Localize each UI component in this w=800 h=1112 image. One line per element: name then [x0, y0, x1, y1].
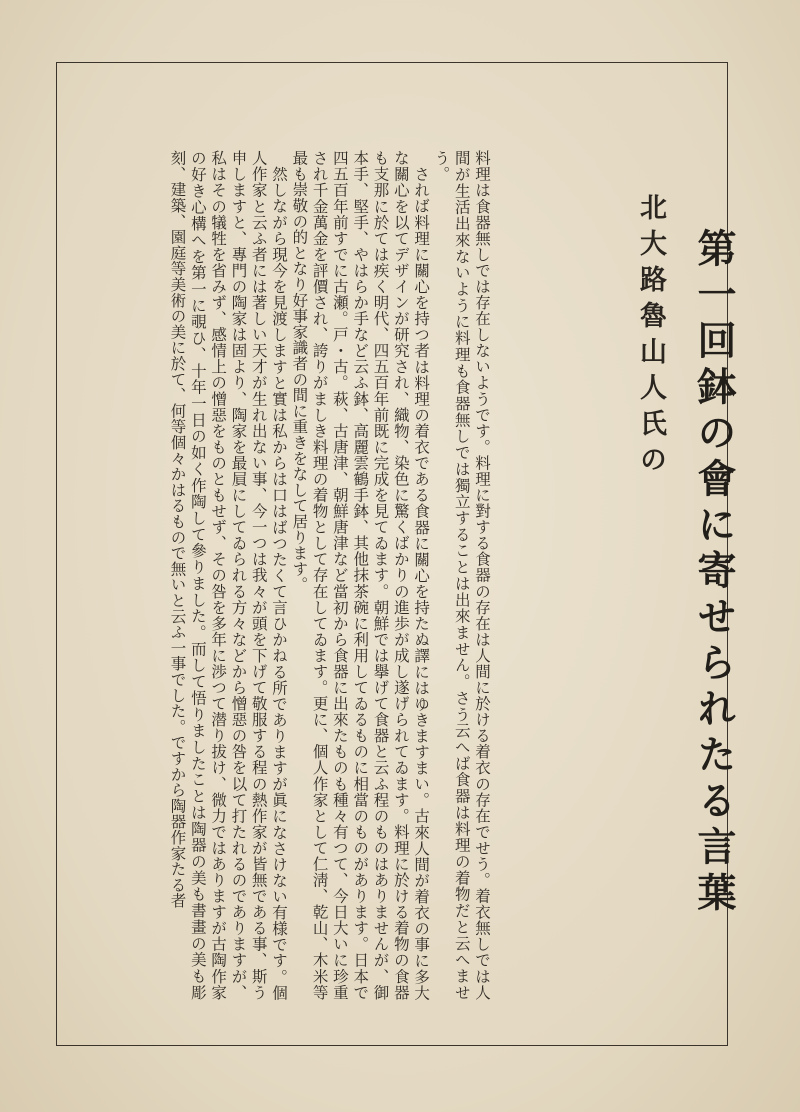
article-title: 第一回鉢の會に寄せられたる言葉 — [691, 228, 737, 918]
paragraph-3: 然しながら現今を見渡しますと實は私からは口はばつたくて言ひかねる所でありますが眞になさけない有様です。個人作家と云ふ者には著しい天才が生れ出ない事、今一つは我々が頭を下げて敬服する程の熱作家が皆無である事、斯う申しますと、專門の陶家は固より、陶家を最屓にしてゐられる方々などから憎惡の咎を以て打たれるのでありますが、私はその犠牲を省みず、感情上の憎惡をものともせず、その咎を多年に渉つて潜り拔け、微力ではありますが古陶作家の好き心構へを第一に覗ひ、十年一日の如く作陶して參りました。而して悟りましたことは陶器の美も書畫の美も彫刻、建築、園庭等美術の美に於て、何等個々かはるもので無いと云ふ一事でした。ですから陶器作家たる者 — [168, 150, 289, 1000]
paragraph-2: されば料理に關心を持つ者は料理の着衣である食器に關心を持たぬ譯にはゆきますまい。古來人間が着衣の事に多大な關心を以てデザインが研究され、織物、染色に驚くばかりの進歩が成し遂げられてゐます。料理に於ける着物の食器も支那に於ては疾く明代、四五百年前既に完成を見てゐます。朝鮮では擧げて食器と云ふ程のものはありませんが、御本手、堅手、やはらか手など云ふ鉢、高麗雲鶴手鉢、其他抹茶碗に利用してゐるものに相當のものがあります。日本で四五百年前すでに古瀬。戸・古。萩、古唐津、朝鮮唐津など當初から食器に出來たものも種々有つて、今日大いに珍重され千金萬金を評價され、誇りがましき料理の着物として存在してゐます。更に、個人作家として仁淸、乾山、木米等最も崇敬の的となり好事家識者の間に重きをなして居ります。 — [290, 150, 431, 1000]
paragraph-1: 料理は食器無しでは存在しないようです。料理に對する食器の存在は人間に於ける着衣の存在でせう。着衣無しでは人間が生活出來ないように料理も食器無しでは獨立することは出來ません。さう云へば食器は料理の着物だと云へませう。 — [432, 150, 491, 1000]
author-line: 北大路魯山人氏の — [635, 193, 666, 481]
article-body — [167, 150, 492, 1000]
